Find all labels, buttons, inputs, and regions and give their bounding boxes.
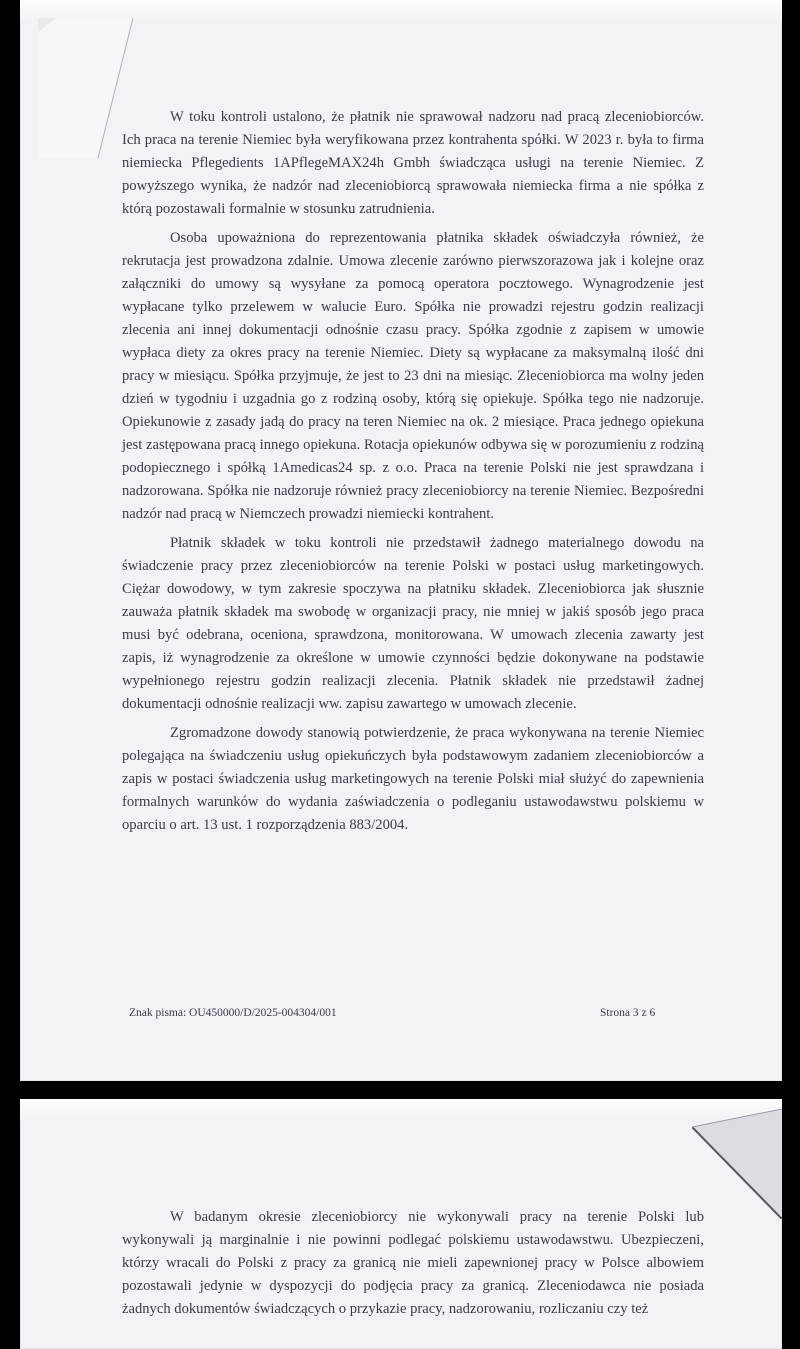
document-page-4	[20, 1099, 782, 1349]
paragraph-examined-period: W badanym okresie zleceniobiorcy nie wykonywali pracy na terenie Polski lub wykonywali ją marginalnie i nie powinni podlegać polskiemu ustawodawstwu. Ubezpieczeni, którzy wracali do Polski z pracy za granicą nie mieli zapewnionej pracy w Polsce albowiem pozostawali jedynie w dyspozycji do podjęcia pracy za granicą. Zleceniodawca nie posiada żadnych dokumentów świadczących o przykazie pracy, nadzorowaniu, rozliczaniu czy też	[122, 1209, 704, 1317]
paragraph-evidence: Płatnik składek w toku kontroli nie przedstawił żadnego materialnego dowodu na świadczenie pracy przez zleceniobiorców na terenie Polski w postaci usług marketingowych. Ciężar dowodowy, w tym zakresie spoczywa na płatniku składek. Zleceniobiorca jak słusznie zauważa płatnik składek ma swobodę w organizacji pracy, nie mniej w jakiś sposób jego praca musi być odebrana, oceniona, sprawdzona, monitorowana. W umowach zlecenia zawarty jest zapis, iż wynagrodzenie za określone w umowie czynności będzie dokonywane na podstawie wypełnionego rejestru godzin realizacji zlecenia. Płatnik składek nie przedstawił żadnej dokumentacji odnośnie realizacji ww. zapisu zawartego w umowach zlecenie.	[122, 535, 704, 712]
paragraph-conclusion: Zgromadzone dowody stanowią potwierdzenie, że praca wykonywana na terenie Niemiec polegająca na świadczeniu usług opiekuńczych była podstawowym zadaniem zleceniobiorców a zapis w postaci świadczenia usług marketingowych na terenie Polski miał służyć do zapewnienia formalnych warunków do wydania zaświadczenia o podleganiu ustawodawstwu polskiemu w oparciu o art. 13 ust. 1 rozporządzenia 883/2004.	[122, 725, 704, 833]
folded-corner-mark	[38, 18, 133, 158]
body-text	[122, 106, 704, 837]
document-reference: Znak pisma: OU450000/D/2025-004304/001	[129, 1007, 337, 1019]
body-text	[122, 1206, 704, 1321]
folded-corner-mark	[692, 1109, 782, 1219]
page-edge-shading	[20, 1099, 782, 1121]
page-edge-shading	[20, 0, 782, 22]
document-page-3	[20, 0, 782, 1081]
paragraph-supervision: W toku kontroli ustalono, że płatnik nie sprawował nadzoru nad pracą zleceniobiorców. Ich praca na terenie Niemiec była weryfikowana przez kontrahenta spółki. W 2023 r. była to firma niemiecka Pflegedients 1APflegeMAX24h Gmbh świadcząca usługi na terenie Niemiec. Z powyższego wynika, że nadzór nad zleceniobiorcą sprawowała niemiecka firma a nie spółka z którą pozostawali formalnie w stosunku zatrudnienia.	[122, 109, 704, 217]
page-number: Strona 3 z 6	[600, 1007, 656, 1019]
paragraph-statement: Osoba upoważniona do reprezentowania płatnika składek oświadczyła również, że rekrutacja jest prowadzona zdalnie. Umowa zlecenie zarówno pierwszorazowa jak i kolejne oraz załączniki do umowy są wysyłane za pomocą operatora pocztowego. Wynagrodzenie jest wypłacane tylko przelewem w walucie Euro. Spółka nie prowadzi rejestru godzin realizacji zlecenia ani innej dokumentacji odnośnie czasu pracy. Spółka zgodnie z zapisem w umowie wypłaca diety za okres pracy na terenie Niemiec. Diety są wypłacane za maksymalną ilość dni pracy w miesiącu. Spółka przyjmuje, że jest to 23 dni na miesiąc. Zleceniobiorca ma wolny jeden dzień w tygodniu i uzgadnia go z rodziną osoby, którą się opiekuje. Spółka tego nie nadzoruje. Opiekunowie z zasady jadą do pracy na teren Niemiec na ok. 2 miesiące. Praca jednego opiekuna jest zastępowana pracą innego opiekuna. Rotacja opiekunów odbywa się w porozumieniu z rodziną podopiecznego i spółką 1Amedicas24 sp. z o.o. Praca na terenie Polski nie jest sprawdzana i nadzorowana. Spółka nie nadzoruje również pracy zleceniobiorcy na terenie Niemiec. Bezpośredni nadzór nad pracą w Niemczech prowadzi niemiecki kontrahent.	[122, 230, 704, 522]
